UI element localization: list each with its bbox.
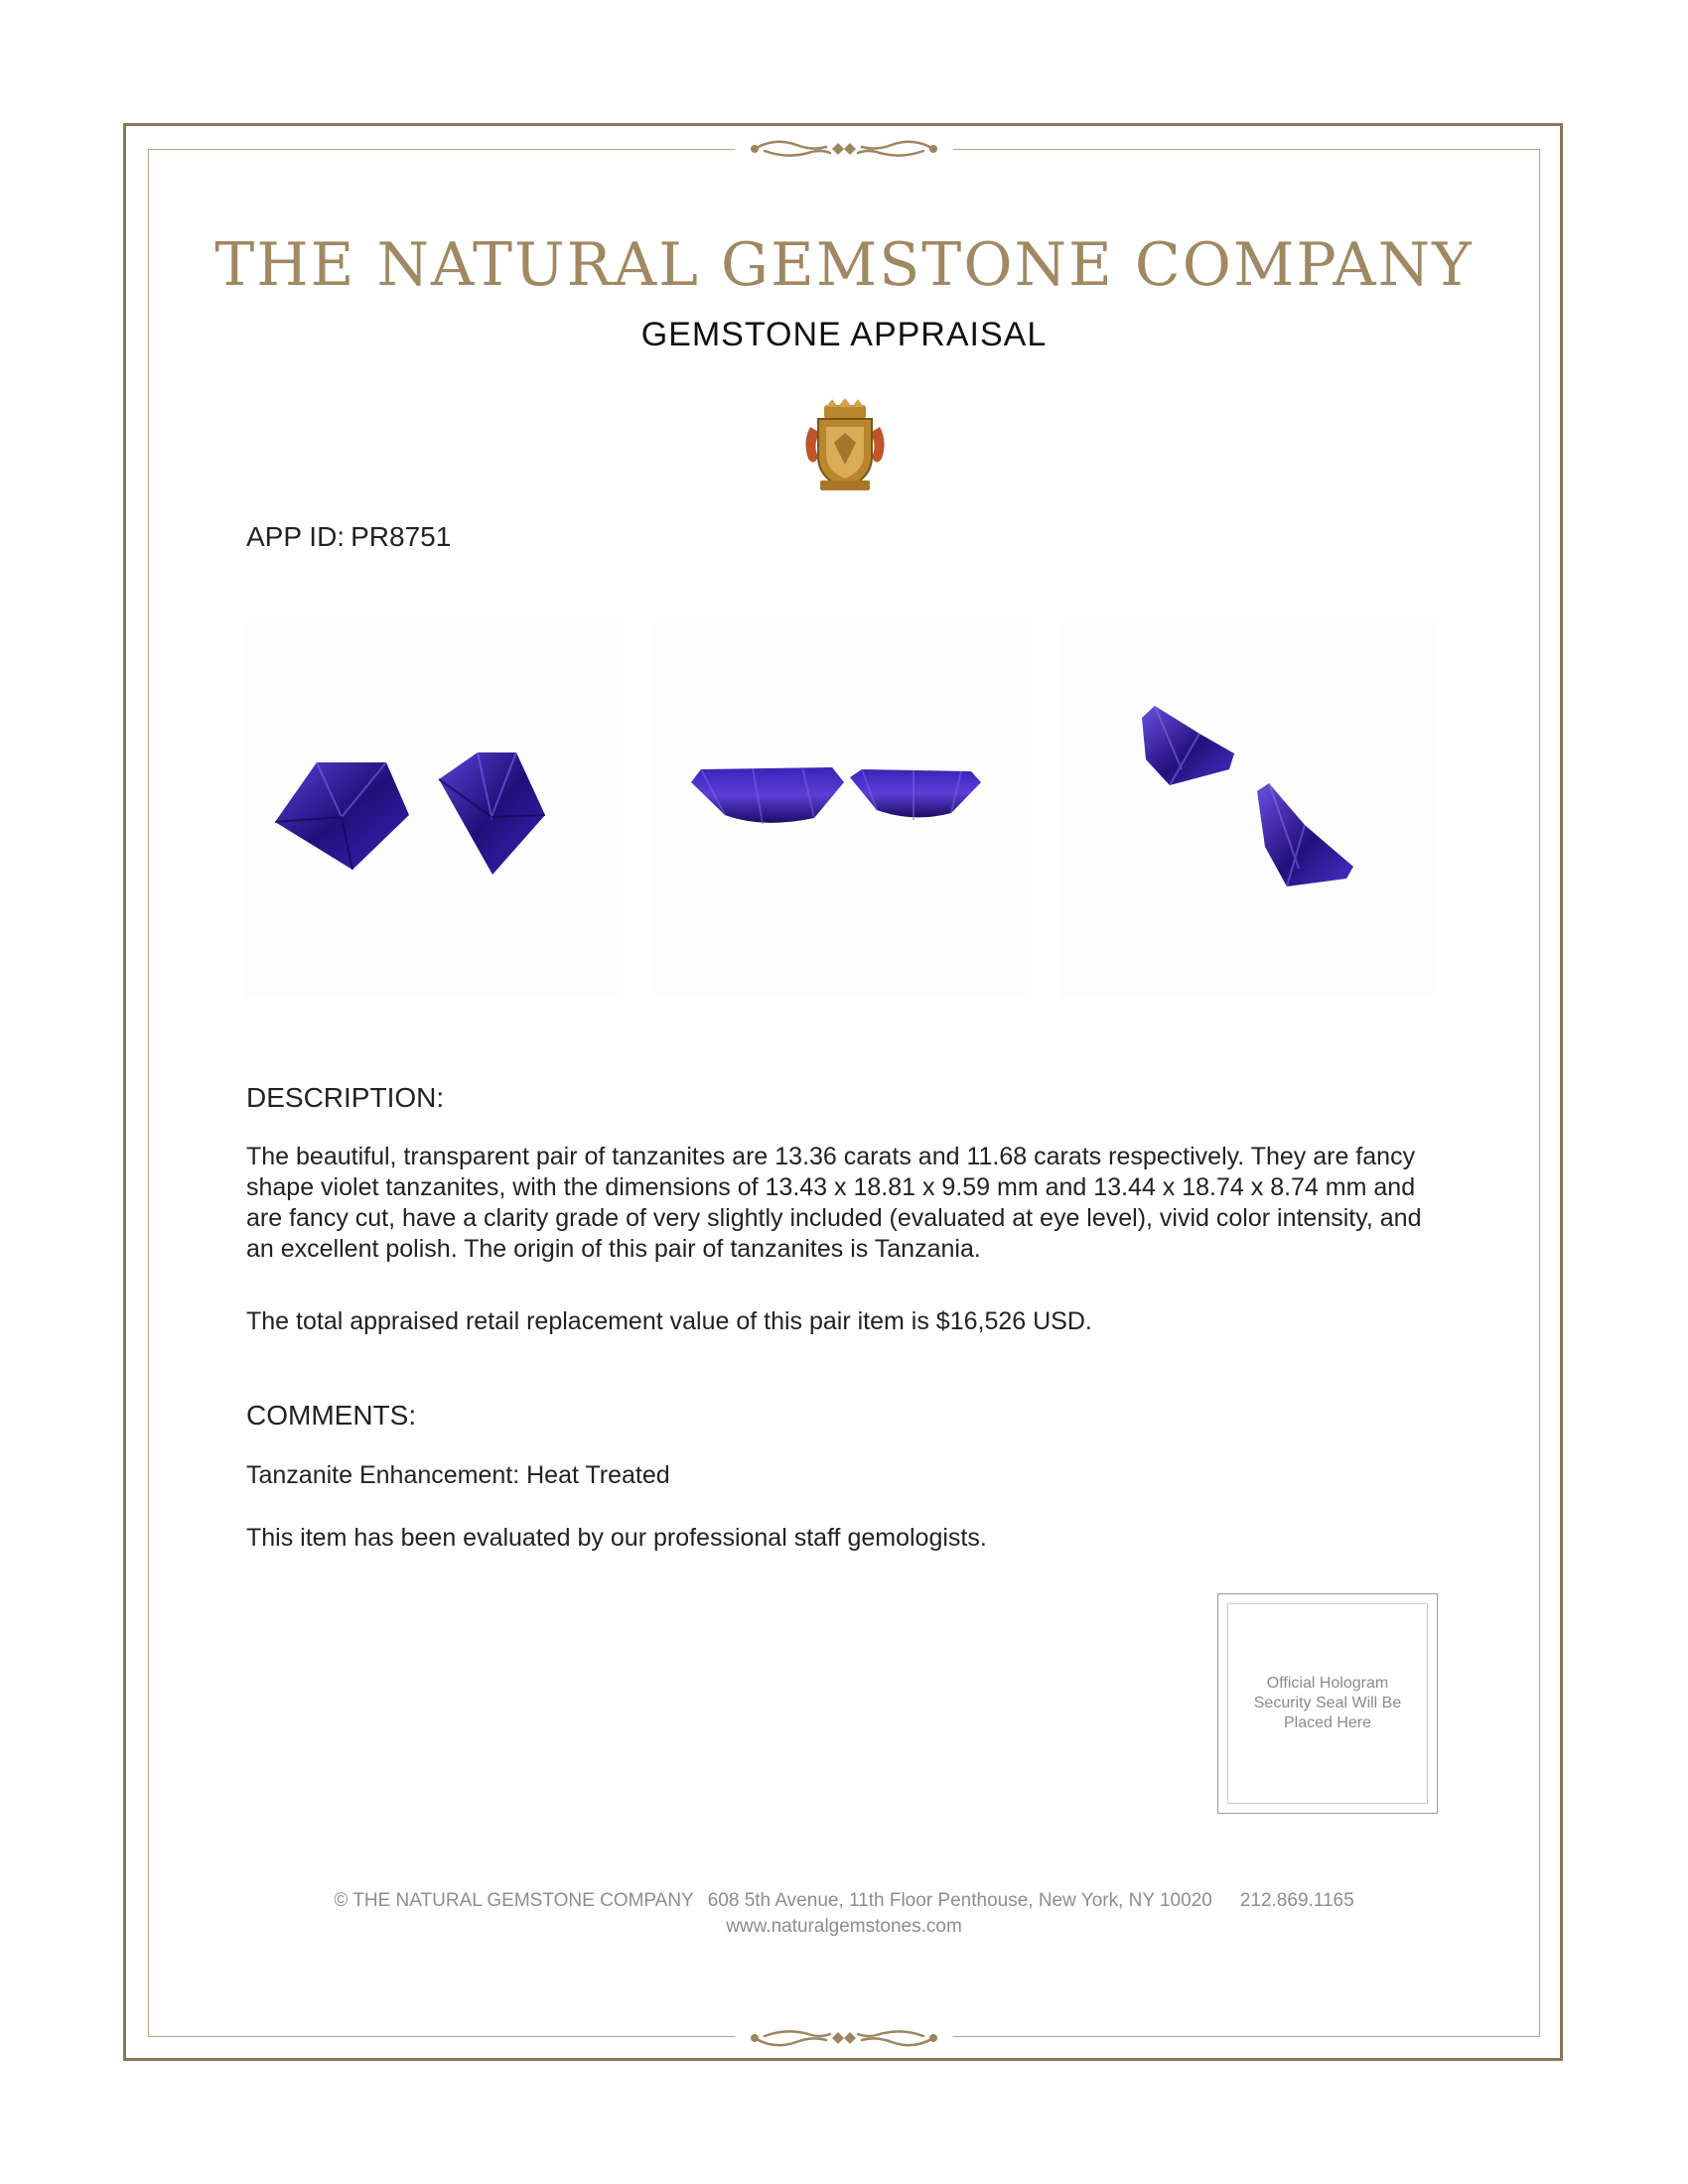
total-value-text: The total appraised retail replacement value of this pair item is $16,526 USD. [246,1307,1092,1335]
footer-phone: 212.869.1165 [1239,1890,1354,1911]
tanzanite-pair-side-photo [653,620,1031,998]
footer-address: 608 5th Avenue, 11th Floor Penthouse, New York, NY 10020 [707,1890,1212,1911]
description-text: The beautiful, transparent pair of tanzanites are 13.36 carats and 11.68 carats respectively. They are fancy shape violet tanzanites, with the dimensions of 13.43 x 18.81 x 9.59 mm and 13.44 x 18.74 x 8.74 mm and are fancy cut, have a clarity grade of very slightly included (evaluated at eye level), vivid color intensity, and an excellent polish. The origin of this pair of tanzanites is Tanzania. [246,1143,1422,1263]
footer-website: www.naturalgemstones.com [726,1916,962,1937]
footer-copyright: © THE NATURAL GEMSTONE COMPANY [334,1890,694,1911]
app-id [246,521,451,553]
app-id-label: APP ID: [246,521,346,552]
hologram-seal-placeholder [1217,1593,1438,1814]
tanzanite-pair-front-photo [245,620,623,998]
footer-address-line [149,1890,1539,1912]
comments-heading: COMMENTS: [246,1400,417,1431]
app-id-value: PR8751 [351,521,452,552]
top-ornament-icon [735,129,953,169]
company-name: THE NATURAL GEMSTONE COMPANY [214,230,1474,300]
document-title: GEMSTONE APPRAISAL [640,316,1048,353]
evaluated-text: This item has been evaluated by our professional staff gemologists. [246,1524,987,1552]
tanzanite-pair-angle-photo [1060,620,1438,998]
seal-placeholder-text: Official Hologram Security Seal Will Be Placed Here [1253,1675,1402,1731]
description-heading: DESCRIPTION: [246,1082,445,1113]
bottom-ornament-icon [735,2018,953,2058]
crest-logo-icon [800,397,890,496]
seal-inner-border [1227,1603,1428,1804]
enhancement-text: Tanzanite Enhancement: Heat Treated [246,1461,670,1489]
